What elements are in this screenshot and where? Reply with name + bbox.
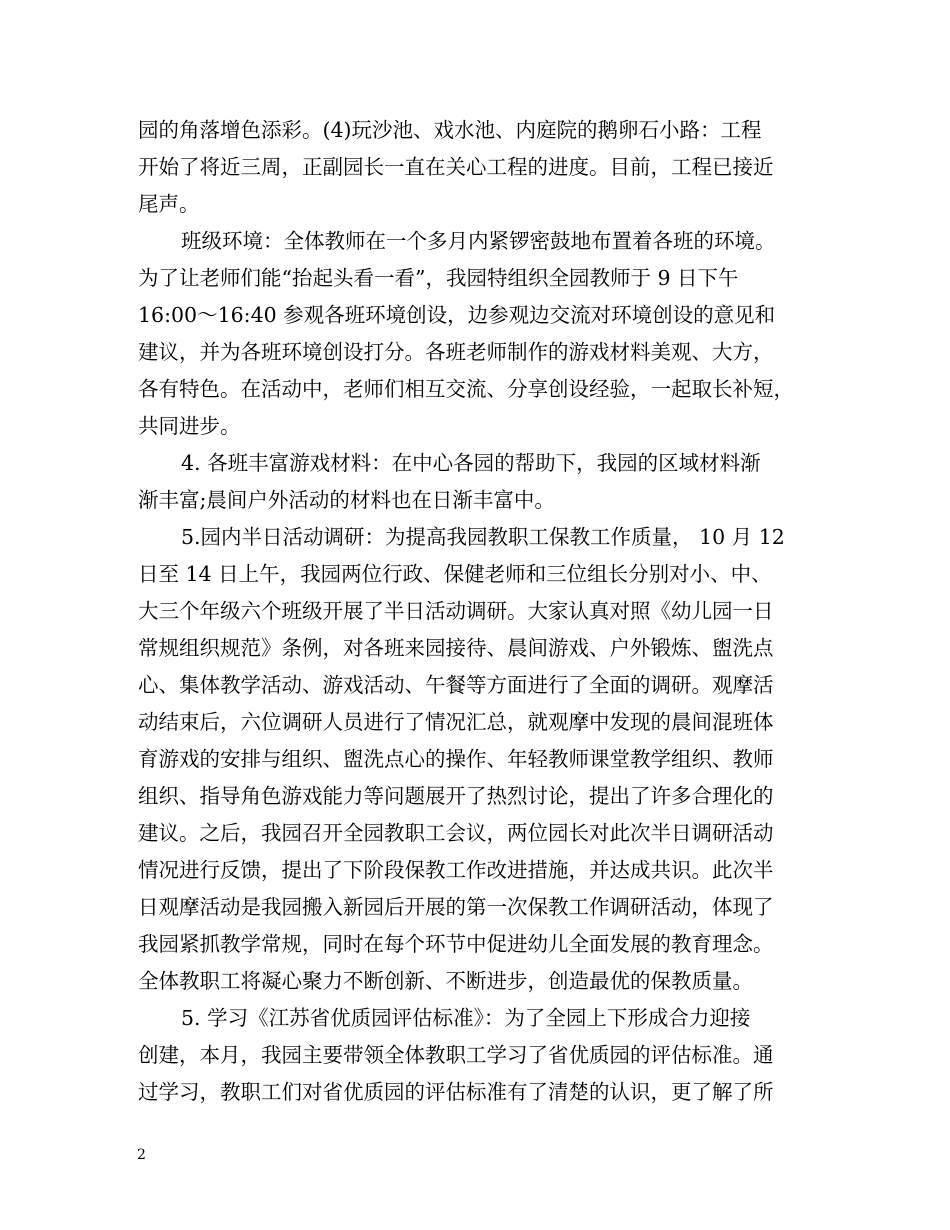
page-number: 2 (137, 1147, 146, 1163)
text-line: 建议，并为各班环境创设打分。各班老师制作的游戏材料美观、大方， (138, 340, 774, 364)
document-body (138, 112, 828, 1111)
text-line: 5.园内半日活动调研：为提高我园教职工保教工作质量， 10 月 12 (181, 525, 785, 549)
text-line: 日至 14 日上午，我园两位行政、保健老师和三位组长分别对小、中、 (138, 562, 772, 586)
text-line: 园的角落增色添彩。(4)玩沙池、戏水池、内庭院的鹅卵石小路：工程 (138, 118, 762, 142)
text-line: 育游戏的安排与组织、盥洗点心的操作、年轻教师课堂教学组织、教师 (138, 747, 774, 771)
text-line: 5. 学习《江苏省优质园评估标准》：为了全园上下形成合力迎接 (181, 1006, 751, 1030)
text-line: 尾声。 (138, 192, 200, 216)
text-line: 我园紧抓教学常规，同时在每个环节中促进幼儿全面发展的教育理念。 (138, 932, 774, 956)
text-line: 为了让老师们能“抬起头看一看”，我园特组织全园教师于 9 日下午 (138, 266, 739, 290)
text-line: 常规组织规范》条例，对各班来园接待、晨间游戏、户外锻炼、盥洗点 (138, 636, 774, 660)
text-line: 创建，本月，我园主要带领全体教职工学习了省优质园的评估标准。通 (138, 1043, 774, 1067)
text-line: 组织、指导角色游戏能力等问题展开了热烈讨论，提出了许多合理化的 (138, 784, 774, 808)
text-line: 4. 各班丰富游戏材料：在中心各园的帮助下，我园的区域材料渐 (181, 451, 761, 475)
text-line: 班级环境：全体教师在一个多月内紧锣密鼓地布置着各班的环境。 (181, 229, 776, 253)
text-line: 共同进步。 (138, 414, 241, 438)
text-line: 动结束后，六位调研人员进行了情况汇总，就观摩中发现的晨间混班体 (138, 710, 774, 734)
text-line: 心、集体教学活动、游戏活动、午餐等方面进行了全面的调研。观摩活 (138, 673, 774, 697)
text-line: 全体教职工将凝心聚力不断创新、不断进步，创造最优的保教质量。 (138, 969, 753, 993)
text-line: 开始了将近三周，正副园长一直在关心工程的进度。目前，工程已接近 (138, 155, 774, 179)
text-line: 渐丰富;晨间户外活动的材料也在日渐丰富中。 (138, 488, 555, 512)
text-line: 16:00～16:40 参观各班环境创设，边参观边交流对环境创设的意见和 (138, 303, 776, 327)
text-line: 各有特色。在活动中，老师们相互交流、分享创设经验，一起取长补短， (138, 377, 794, 401)
text-line: 情况进行反馈，提出了下阶段保教工作改进措施，并达成共识。此次半 (138, 858, 774, 882)
text-line: 日观摩活动是我园搬入新园后开展的第一次保教工作调研活动，体现了 (138, 895, 774, 919)
text-line: 建议。之后，我园召开全园教职工会议，两位园长对此次半日调研活动 (138, 821, 774, 845)
text-line: 过学习，教职工们对省优质园的评估标准有了清楚的认识，更了解了所 (138, 1080, 774, 1104)
text-line: 大三个年级六个班级开展了半日活动调研。大家认真对照《幼儿园一日 (138, 599, 774, 623)
